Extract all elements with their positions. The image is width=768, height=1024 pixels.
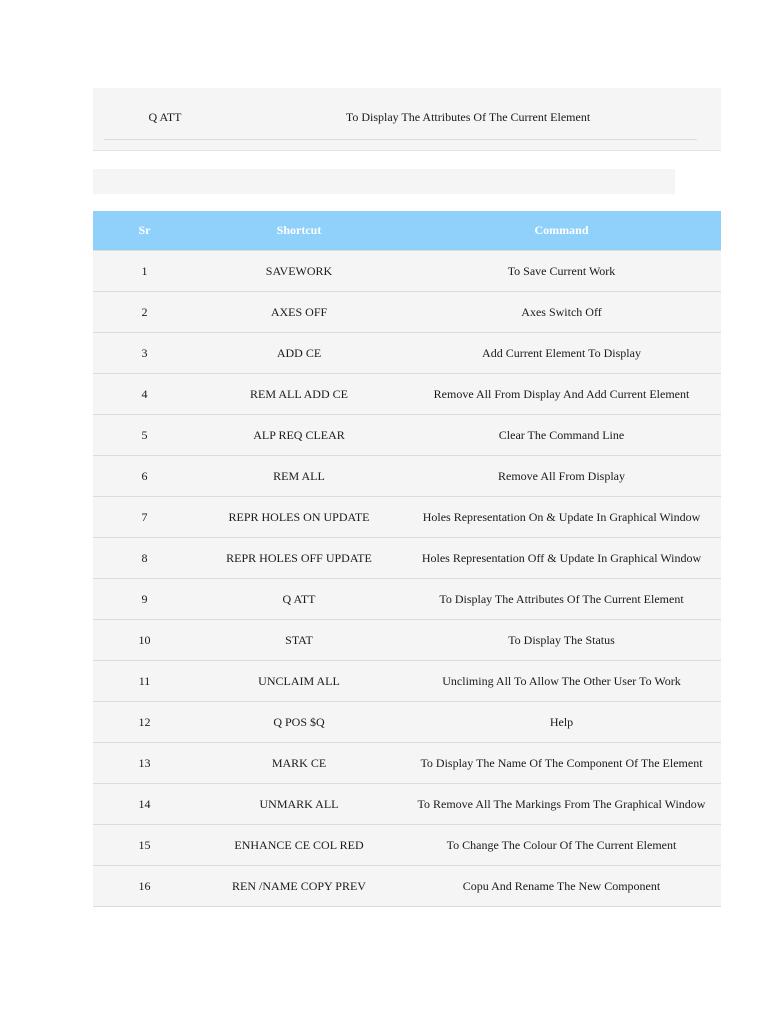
command-cell: Holes Representation On & Update In Graphical Window	[402, 497, 721, 538]
header-command: Command	[402, 211, 721, 251]
sr-cell: 6	[93, 456, 196, 497]
spacer-bar	[93, 169, 675, 194]
shortcut-cell: ALP REQ CLEAR	[196, 415, 402, 456]
sr-cell: 10	[93, 620, 196, 661]
table-row	[93, 866, 721, 907]
command-cell: Remove All From Display	[402, 456, 721, 497]
shortcut-cell: ADD CE	[196, 333, 402, 374]
table-row	[93, 661, 721, 702]
table-row	[93, 374, 721, 415]
command-cell: Add Current Element To Display	[402, 333, 721, 374]
sr-cell: 11	[93, 661, 196, 702]
sr-cell: 1	[93, 251, 196, 292]
sr-cell: 8	[93, 538, 196, 579]
shortcut-cell: UNCLAIM ALL	[196, 661, 402, 702]
shortcut-cell: MARK CE	[196, 743, 402, 784]
command-cell: To Display The Attributes Of The Current Element	[402, 579, 721, 620]
command-cell: Remove All From Display And Add Current Element	[402, 374, 721, 415]
sr-cell: 16	[93, 866, 196, 907]
shortcut-cell: SAVEWORK	[196, 251, 402, 292]
command-cell: To Change The Colour Of The Current Element	[402, 825, 721, 866]
table-row	[93, 743, 721, 784]
table-row	[93, 456, 721, 497]
table-row	[93, 579, 721, 620]
table-row	[93, 292, 721, 333]
sr-cell: 15	[93, 825, 196, 866]
sr-cell: 13	[93, 743, 196, 784]
shortcut-cell: REPR HOLES ON UPDATE	[196, 497, 402, 538]
sr-cell: 3	[93, 333, 196, 374]
header-sr: Sr	[93, 211, 196, 251]
table-row	[93, 538, 721, 579]
command-cell: Copu And Rename The New Component	[402, 866, 721, 907]
shortcut-cell: Q ATT	[148, 110, 182, 124]
command-cell: Clear The Command Line	[402, 415, 721, 456]
command-cell: To Display The Attributes Of The Current Element	[345, 110, 591, 124]
table-row	[93, 333, 721, 374]
sr-cell: 14	[93, 784, 196, 825]
command-cell: To Display The Status	[402, 620, 721, 661]
table-row	[93, 497, 721, 538]
command-cell: To Remove All The Markings From The Graphical Window	[402, 784, 721, 825]
command-cell: Axes Switch Off	[402, 292, 721, 333]
table-row	[93, 825, 721, 866]
shortcut-cell: REM ALL ADD CE	[196, 374, 402, 415]
shortcut-cell: REN /NAME COPY PREV	[196, 866, 402, 907]
sr-cell: 5	[93, 415, 196, 456]
command-cell: To Save Current Work	[402, 251, 721, 292]
sr-cell: 2	[93, 292, 196, 333]
command-cell: Holes Representation Off & Update In Graphical Window	[402, 538, 721, 579]
shortcut-cell: REM ALL	[196, 456, 402, 497]
shortcut-command-table	[93, 211, 721, 907]
header-shortcut: Shortcut	[196, 211, 402, 251]
previous-table-fragment	[93, 88, 721, 151]
shortcut-cell: AXES OFF	[196, 292, 402, 333]
table-row	[93, 702, 721, 743]
sr-cell: 7	[93, 497, 196, 538]
command-cell: Help	[402, 702, 721, 743]
sr-cell: 4	[93, 374, 196, 415]
table-row	[104, 88, 697, 140]
shortcut-cell: ENHANCE CE COL RED	[196, 825, 402, 866]
table-body	[93, 251, 721, 907]
table-row	[93, 784, 721, 825]
shortcut-cell: Q ATT	[196, 579, 402, 620]
shortcut-cell: UNMARK ALL	[196, 784, 402, 825]
shortcut-cell: REPR HOLES OFF UPDATE	[196, 538, 402, 579]
command-cell: Uncliming All To Allow The Other User To Work	[402, 661, 721, 702]
sr-cell: 12	[93, 702, 196, 743]
table-row	[93, 415, 721, 456]
table-header-row	[93, 211, 721, 251]
command-cell: To Display The Name Of The Component Of The Element	[402, 743, 721, 784]
table-row	[93, 620, 721, 661]
shortcut-cell: Q POS $Q	[196, 702, 402, 743]
sr-cell: 9	[93, 579, 196, 620]
shortcut-cell: STAT	[196, 620, 402, 661]
table-row	[93, 251, 721, 292]
